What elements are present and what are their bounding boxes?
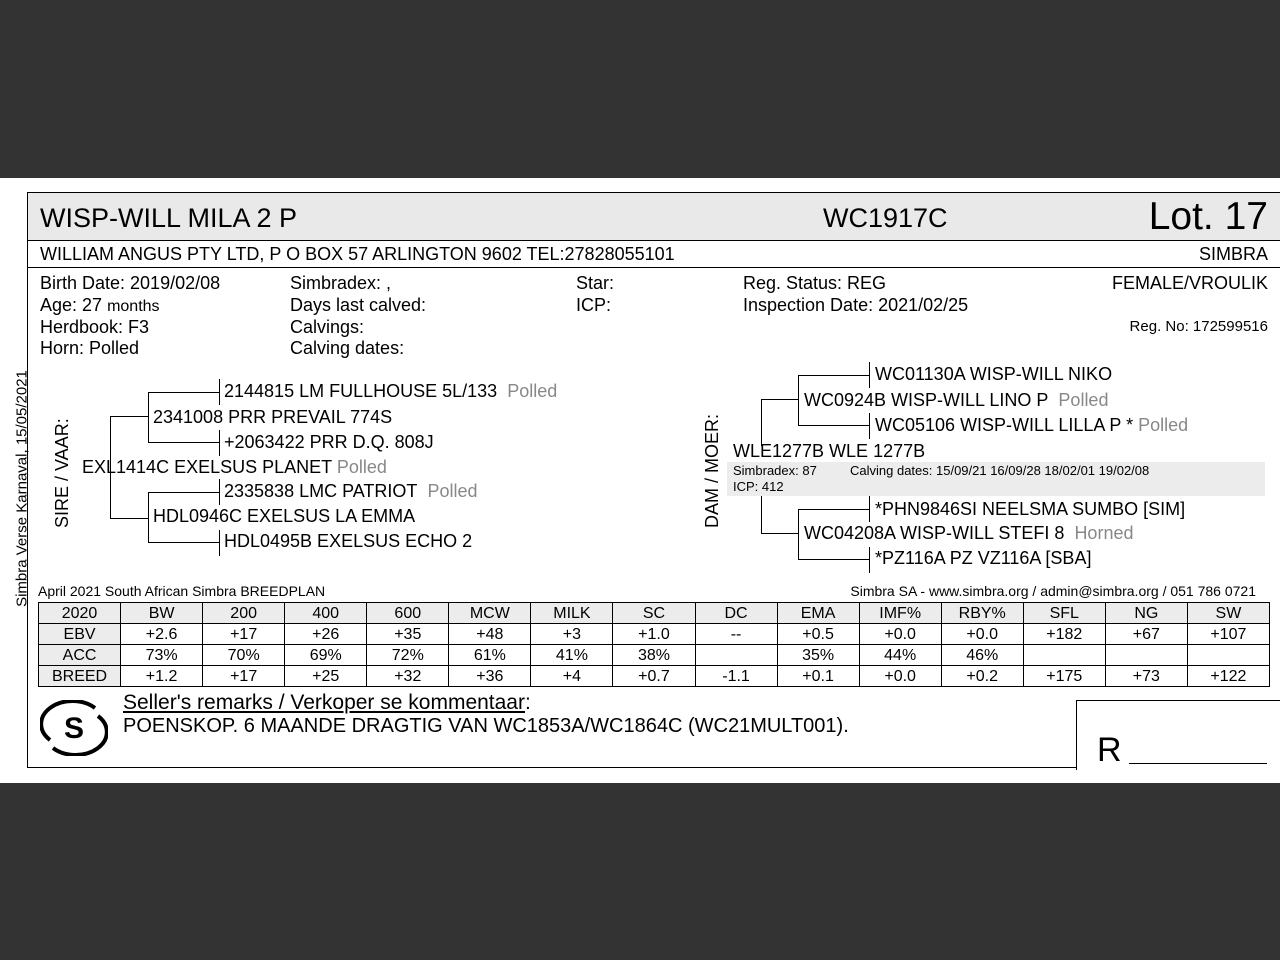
sire-label: SIRE / VAAR: <box>52 418 72 528</box>
ebv-cell: +3 <box>531 624 613 645</box>
acc-cell: 44% <box>859 645 941 666</box>
horn-status: Horn: Polled <box>40 338 140 358</box>
simbra-logo-icon <box>40 700 108 761</box>
acc-cell: 69% <box>285 645 367 666</box>
dam-sire-sire: WC01130A WISP-WILL NIKO <box>875 364 1113 384</box>
dam-label: DAM / MOER: <box>702 413 722 528</box>
dam-performance <box>727 462 1265 496</box>
sire-dam-sire: 2335838 LMC PATRIOT Polled <box>224 481 478 501</box>
lot-card <box>27 192 1280 768</box>
logo-letter: S <box>63 712 85 745</box>
ebv-cell: +107 <box>1187 624 1269 645</box>
acc-cell <box>695 645 777 666</box>
dam-icp: ICP: 412 <box>733 479 784 494</box>
society-contact: Simbra SA - www.simbra.org / admin@simbra.org / 051 786 0721 <box>850 583 1256 599</box>
ebv-header-cell: SW <box>1187 603 1269 624</box>
breedplan-note: April 2021 South African Simbra BREEDPLAN <box>38 583 326 599</box>
remarks-text: POENSKOP. 6 MAANDE DRAGTIG VAN WC1853A/WC1864C (WC21MULT001). <box>123 715 849 737</box>
breed-cell: +4 <box>531 666 613 687</box>
ebv-row-label: EBV <box>39 624 121 645</box>
sire-sire-dam: +2063422 PRR D.Q. 808J <box>224 432 434 452</box>
herdbook: Herdbook: F3 <box>40 317 150 337</box>
breed-cell: +175 <box>1023 666 1105 687</box>
animal-reg: WC1917C <box>823 203 948 233</box>
sex: FEMALE/VROULIK <box>1111 273 1268 293</box>
sale-caption: Simbra Verse Karnaval, 15/05/2021 <box>13 370 31 607</box>
dam-sire: WC0924B WISP-WILL LINO P Polled <box>804 390 1109 410</box>
lot-number: Lot. 17 <box>1148 195 1268 238</box>
birth-date: Birth Date: 2019/02/08 <box>40 273 221 293</box>
simbradex: Simbradex: , <box>290 273 392 293</box>
acc-cell: 41% <box>531 645 613 666</box>
breed-cell: +17 <box>203 666 285 687</box>
ebv-header-cell: DC <box>695 603 777 624</box>
dam-dam: WC04208A WISP-WILL STEFI 8 Horned <box>804 523 1134 543</box>
ebv-header-row <box>39 603 1270 624</box>
acc-cell: 61% <box>449 645 531 666</box>
breed-cell: +25 <box>285 666 367 687</box>
ebv-cell: +35 <box>367 624 449 645</box>
breed-cell: +0.0 <box>859 666 941 687</box>
dam-calving-dates: Calving dates: 15/09/21 16/09/28 18/02/01 19/02/08 <box>850 463 1150 478</box>
days-last-calved: Days last calved: <box>290 295 427 315</box>
acc-cell: 35% <box>777 645 859 666</box>
acc-cell: 38% <box>613 645 695 666</box>
ebv-header-cell: 400 <box>285 603 367 624</box>
breed-cell: +122 <box>1187 666 1269 687</box>
acc-cell <box>1023 645 1105 666</box>
sire-dam-dam: HDL0495B EXELSUS ECHO 2 <box>224 531 473 551</box>
acc-cell: 73% <box>121 645 203 666</box>
acc-row-label: ACC <box>39 645 121 666</box>
reg-status: Reg. Status: REG <box>743 273 887 293</box>
ebv-cell: +182 <box>1023 624 1105 645</box>
breed-cell: -1.1 <box>695 666 777 687</box>
remarks-heading: Seller's remarks / Verkoper se kommentaar: <box>123 691 531 714</box>
ebv-table <box>38 602 1270 687</box>
acc-cell: 46% <box>941 645 1023 666</box>
ebv-cell: +0.0 <box>859 624 941 645</box>
breed-label: SIMBRA <box>1198 244 1268 264</box>
breed-cell: +36 <box>449 666 531 687</box>
ebv-header-cell: BW <box>121 603 203 624</box>
acc-cell: 70% <box>203 645 285 666</box>
owner-bar <box>28 240 1280 268</box>
breed-cell: +32 <box>367 666 449 687</box>
ebv-header-cell: SC <box>613 603 695 624</box>
ebv-header-cell: RBY% <box>941 603 1023 624</box>
dam-simbradex: Simbradex: 87 <box>733 463 817 478</box>
age: Age: 27 months <box>40 295 160 315</box>
calvings: Calvings: <box>290 317 365 337</box>
breed-row <box>39 666 1270 687</box>
ebv-cell: +2.6 <box>121 624 203 645</box>
title-bar <box>28 193 1280 241</box>
star: Star: <box>576 273 615 293</box>
ebv-row <box>39 624 1270 645</box>
ebv-header-cell: 2020 <box>39 603 121 624</box>
ebv-cell: +17 <box>203 624 285 645</box>
icp: ICP: <box>576 295 612 315</box>
price-currency: R <box>1097 731 1122 769</box>
ebv-cell: +26 <box>285 624 367 645</box>
ebv-cell: +1.0 <box>613 624 695 645</box>
ebv-header-cell: 600 <box>367 603 449 624</box>
ebv-header-cell: EMA <box>777 603 859 624</box>
sire-dam: HDL0946C EXELSUS LA EMMA <box>153 506 416 526</box>
animal-name: WISP-WILL MILA 2 P <box>40 203 298 233</box>
dam-dam-sire: *PHN9846SI NEELSMA SUMBO [SIM] <box>875 499 1186 519</box>
price-box <box>1076 700 1280 770</box>
acc-row <box>39 645 1270 666</box>
breed-row-label: BREED <box>39 666 121 687</box>
dam-name: WLE1277B WLE 1277B <box>733 441 926 461</box>
ebv-header-cell: SFL <box>1023 603 1105 624</box>
acc-cell <box>1105 645 1187 666</box>
breed-cell: +0.1 <box>777 666 859 687</box>
sire-sire: 2341008 PRR PREVAIL 774S <box>153 407 393 427</box>
sire-name: EXL1414C EXELSUS PLANET Polled <box>82 457 387 477</box>
dam-sire-dam: WC05106 WISP-WILL LILLA P * Polled <box>875 415 1189 435</box>
calving-dates: Calving dates: <box>290 338 405 358</box>
ebv-cell: +0.0 <box>941 624 1023 645</box>
acc-cell: 72% <box>367 645 449 666</box>
breed-cell: +73 <box>1105 666 1187 687</box>
ebv-cell: +0.5 <box>777 624 859 645</box>
ebv-cell: +48 <box>449 624 531 645</box>
ebv-header-cell: 200 <box>203 603 285 624</box>
owner-details: WILLIAM ANGUS PTY LTD, P O BOX 57 ARLINGTON 9602 TEL:27828055101 <box>40 244 675 264</box>
inspection-date: Inspection Date: 2021/02/25 <box>743 295 969 315</box>
dam-dam-dam: *PZ116A PZ VZ116A [SBA] <box>875 548 1092 568</box>
ebv-header-cell: MCW <box>449 603 531 624</box>
sire-sire-sire: 2144815 LM FULLHOUSE 5L/133 Polled <box>224 381 558 401</box>
ebv-cell: -- <box>695 624 777 645</box>
reg-no: Reg. No: 172599516 <box>1129 318 1268 335</box>
breed-cell: +0.2 <box>941 666 1023 687</box>
acc-cell <box>1187 645 1269 666</box>
ebv-header-cell: IMF% <box>859 603 941 624</box>
price-line <box>1129 763 1267 764</box>
ebv-header-cell: MILK <box>531 603 613 624</box>
breed-cell: +1.2 <box>121 666 203 687</box>
breed-cell: +0.7 <box>613 666 695 687</box>
ebv-header-cell: NG <box>1105 603 1187 624</box>
ebv-cell: +67 <box>1105 624 1187 645</box>
